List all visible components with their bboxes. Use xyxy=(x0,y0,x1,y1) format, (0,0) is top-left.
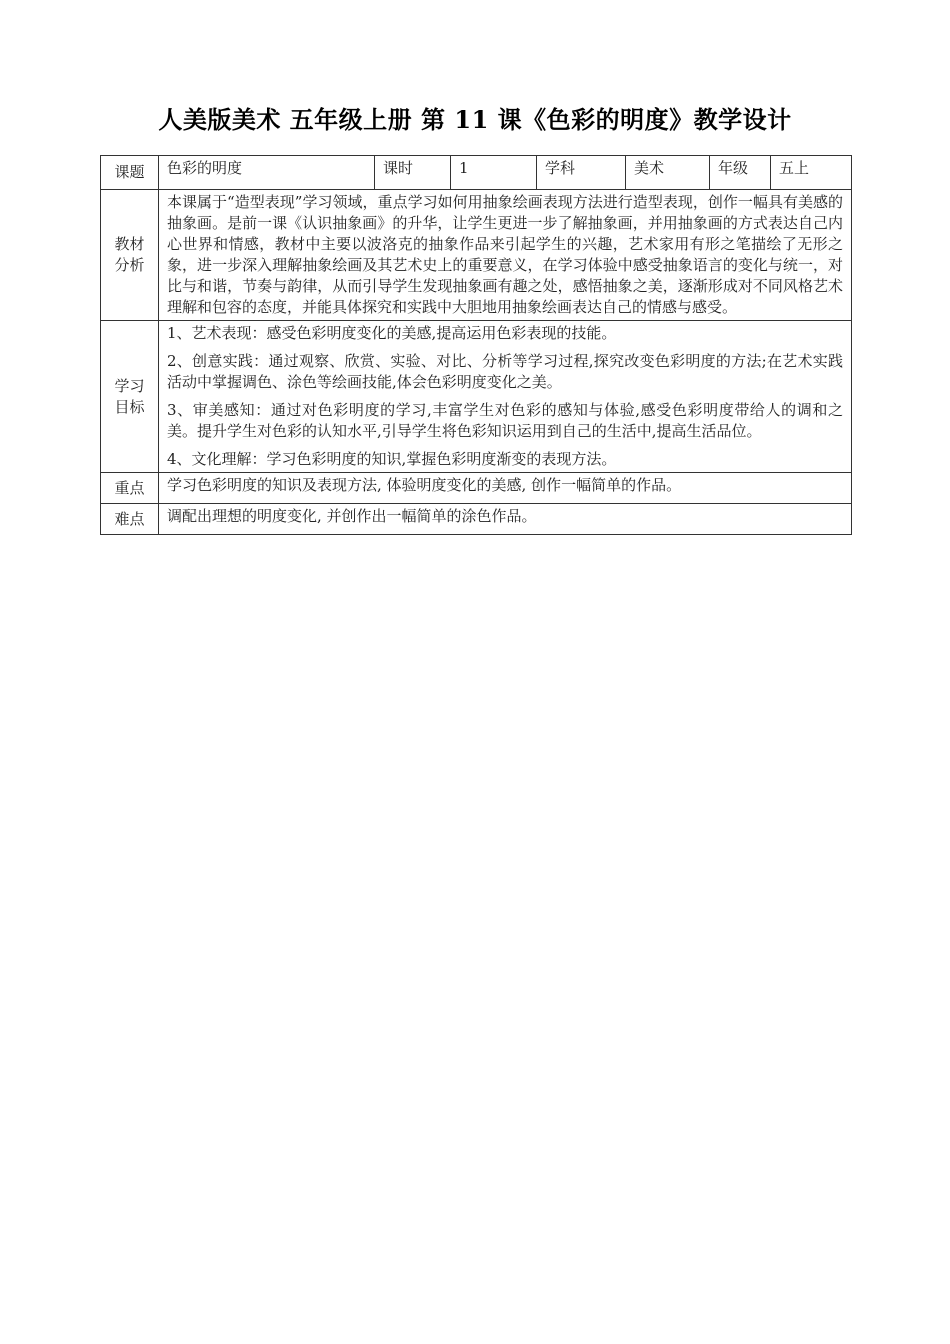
analysis-label-line2: 分析 xyxy=(114,256,145,274)
goals-label-line1: 学习 xyxy=(114,376,145,395)
header-row xyxy=(101,156,852,190)
goal-item: 4、文化理解：学习色彩明度的知识,掌握色彩明度渐变的表现方法。 xyxy=(167,450,617,468)
subject-value: 美术 xyxy=(626,156,710,190)
analysis-label xyxy=(101,190,159,321)
lesson-plan-table xyxy=(100,155,852,535)
grade-value: 五上 xyxy=(771,156,852,190)
goals-row xyxy=(101,321,852,473)
goals-label-line2: 目标 xyxy=(114,397,145,416)
difficulty-label: 难点 xyxy=(101,504,159,535)
grade-label: 年级 xyxy=(710,156,771,190)
document-title: 人美版美术 五年级上册 第 11 课《色彩的明度》教学设计 xyxy=(158,105,792,134)
goals-cell xyxy=(159,321,852,473)
key-point-text: 学习色彩明度的知识及表现方法, 体验明度变化的美感, 创作一幅简单的作品。 xyxy=(159,473,852,504)
topic-value: 色彩的明度 xyxy=(159,156,375,190)
analysis-row xyxy=(101,190,852,321)
goals-label xyxy=(101,321,159,473)
analysis-cell xyxy=(159,190,852,321)
analysis-text: 本课属于“造型表现”学习领域，重点学习如何用抽象绘画表现方法进行造型表现，创作一幅具有美感的抽象画。是前一课《认识抽象画》的升华，让学生更进一步了解抽象画，并用抽象画的方式表达自己内心世界和情感，教材中主要以波洛克的抽象作品来引起学生的兴趣，艺术家用有形之笔描绘了无形之象，进一步深入理解抽象绘画及其艺术史上的重要意义，在学习体验中感受抽象语言的变化与统一，对比与和谐，节奏与韵律，从而引导学生发现抽象画有趣之处，感悟抽象之美，逐渐形成对不同风格艺术理解和包容的态度，并能具体探究和实践中大胆地用抽象绘画表达自己的情感与感受。 xyxy=(167,193,843,316)
goal-item: 1、艺术表现：感受色彩明度变化的美感,提高运用色彩表现的技能。 xyxy=(167,324,617,342)
difficulty-row xyxy=(101,504,852,535)
difficulty-text: 调配出理想的明度变化, 并创作出一幅简单的涂色作品。 xyxy=(159,504,852,535)
subject-label: 学科 xyxy=(537,156,626,190)
period-value: 1 xyxy=(451,156,537,190)
period-label: 课时 xyxy=(375,156,451,190)
goal-item: 2、创意实践：通过观察、欣赏、实验、对比、分析等学习过程,探究改变色彩明度的方法;在艺术实践活动中掌握调色、涂色等绘画技能,体会色彩明度变化之美。 xyxy=(167,352,843,391)
topic-label: 课题 xyxy=(101,156,159,190)
key-point-row xyxy=(101,473,852,504)
goal-item: 3、审美感知：通过对色彩明度的学习,丰富学生对色彩的感知与体验,感受色彩明度带给人的调和之美。提升学生对色彩的认知水平,引导学生将色彩知识运用到自己的生活中,提高生活品位。 xyxy=(167,401,843,440)
analysis-label-line1: 教材 xyxy=(114,235,145,253)
key-point-label: 重点 xyxy=(101,473,159,504)
